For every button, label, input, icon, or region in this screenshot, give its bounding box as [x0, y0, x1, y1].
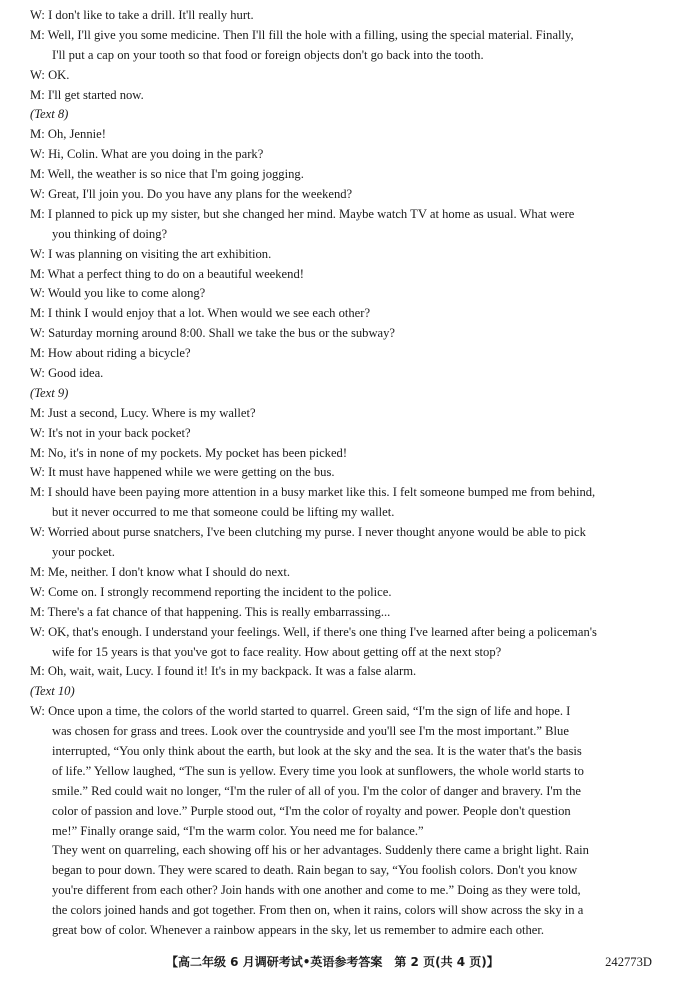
transcript-line: W: Once upon a time, the colors of the world started to quarrel. Green said, “I'm the sign of life and hope. I [30, 704, 571, 719]
transcript-line: was chosen for grass and trees. Look over the countryside and you'll see I'm the most important.” Blue [52, 724, 569, 739]
transcript-line: you thinking of doing? [52, 226, 168, 241]
transcript-line: W: OK, that's enough. I understand your feelings. Well, if there's one thing I've learned after being a policeman's [30, 624, 597, 639]
transcript-line: wife for 15 years is that you've got to face reality. How about getting off at the next stop? [52, 644, 502, 659]
listening-transcript [30, 6, 652, 941]
text-heading: (Text 10) [30, 684, 75, 699]
transcript-line: M: There's a fat chance of that happening. This is really embarrassing... [30, 604, 391, 619]
transcript-line: the colors joined hands and got together. From then on, when it rains, colors will show across the sky in a [52, 903, 584, 918]
transcript-line: W: I don't like to take a drill. It'll really hurt. [30, 8, 254, 22]
transcript-line: W: I was planning on visiting the art exhibition. [30, 246, 272, 261]
transcript-line: W: Would you like to come along? [30, 286, 206, 301]
transcript-line: W: Come on. I strongly recommend reporting the incident to the police. [30, 584, 392, 599]
transcript-line: M: I think I would enjoy that a lot. When would we see each other? [30, 306, 371, 321]
transcript-line: M: Well, the weather is so nice that I'm going jogging. [30, 167, 304, 182]
transcript-line: M: I planned to pick up my sister, but she changed her mind. Maybe watch TV at home as usual. What were [30, 206, 575, 221]
transcript-line: M: Oh, wait, wait, Lucy. I found it! It's in my backpack. It was a false alarm. [30, 664, 417, 679]
transcript-line: interrupted, “You only think about the earth, but look at the sky and the sea. It is the water that's the basis [52, 743, 582, 758]
transcript-line: color of passion and love.” Purple stood out, “I'm the color of royalty and power. People don't question [52, 803, 571, 818]
transcript-line: smile.” Red could wait no longer, “I'm the ruler of all of you. I'm the color of danger and bravery. I'm the [52, 783, 582, 798]
transcript-line: W: It must have happened while we were getting on the bus. [30, 465, 335, 480]
transcript-line: W: It's not in your back pocket? [30, 425, 191, 440]
transcript-line: me!” Finally orange said, “I'm the warm color. You need me for balance.” [52, 823, 424, 838]
transcript-line: W: Saturday morning around 8:00. Shall we take the bus or the subway? [30, 326, 396, 341]
transcript-line: M: Well, I'll give you some medicine. Then I'll fill the hole with a filling, using the special material. Finally, [30, 27, 574, 42]
transcript-line: M: Oh, Jennie! [30, 127, 106, 142]
transcript-line: They went on quarreling, each showing off his or her advantages. Suddenly there came a bright light. Rain [52, 843, 589, 858]
transcript-line: M: Just a second, Lucy. Where is my wallet? [30, 405, 256, 420]
transcript-line: M: I should have been paying more attention in a busy market like this. I felt someone bumped me from behind, [30, 485, 596, 500]
transcript-line: began to pour down. They were scared to death. Rain began to say, “You foolish colors. Don't you know [52, 863, 578, 878]
transcript-line: M: I'll get started now. [30, 87, 144, 102]
transcript-line: M: How about riding a bicycle? [30, 346, 191, 361]
transcript-line: but it never occurred to me that someone could be lifting my wallet. [52, 505, 395, 520]
transcript-line: I'll put a cap on your tooth so that food or foreign objects don't go back into the tooth. [52, 47, 484, 62]
transcript-line: M: No, it's in none of my pockets. My pocket has been picked! [30, 445, 348, 460]
footer-code: 242773D [605, 955, 652, 969]
transcript-line: your pocket. [52, 545, 115, 560]
transcript-line: of life.” Yellow laughed, “The sun is yellow. Every time you look at sunflowers, the whole world starts to [52, 763, 584, 778]
text-heading: (Text 9) [30, 385, 69, 400]
transcript-line: you're different from each other? Join hands with one another and come to me.” Doing as they were told, [52, 883, 581, 898]
transcript-line: W: Worried about purse snatchers, I've been clutching my purse. I never thought anyone would be able to pick [30, 525, 586, 540]
text-heading: (Text 8) [30, 107, 69, 122]
transcript-line: W: Hi, Colin. What are you doing in the park? [30, 147, 264, 162]
transcript-line: great bow of color. Whenever a rainbow appears in the sky, let us remember to admire each other. [52, 922, 545, 937]
footer-title: 【高二年级 6 月调研考试•英语参考答案 第 2 页(共 4 页)】 [166, 955, 499, 969]
transcript-line: M: Me, neither. I don't know what I should do next. [30, 564, 291, 579]
transcript-line: W: OK. [30, 67, 70, 82]
transcript-line: W: Good idea. [30, 366, 104, 381]
transcript-line: M: What a perfect thing to do on a beautiful weekend! [30, 266, 304, 281]
transcript-line: W: Great, I'll join you. Do you have any plans for the weekend? [30, 187, 353, 202]
